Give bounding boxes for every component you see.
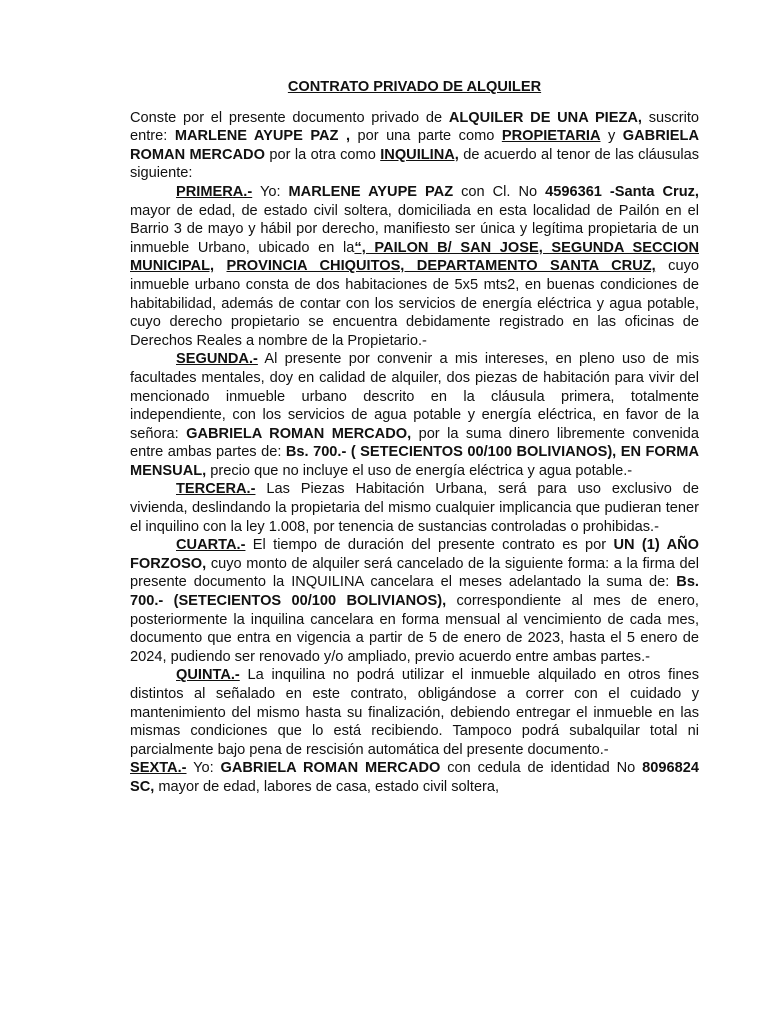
clause-text: La inquilina no podrá utilizar el inmueble alquilado en otros fines distintos al señalado en este contrato, obligándose a correr con el cuidado y mantenimiento del mismo hasta su finalización, debiendo entregar el inmueble en las mismas condiciones que lo está recibiendo. Tampoco podrá subalquilar total ni parcialmente bajo pena de rescisión automática del presente documento.- bbox=[130, 667, 699, 758]
intro-text: por una parte como bbox=[350, 128, 502, 145]
clause-label: QUINTA.- bbox=[176, 667, 240, 684]
clause-text: precio que no incluye el uso de energía eléctrica y agua potable.- bbox=[206, 462, 633, 479]
intro-paragraph bbox=[130, 109, 699, 183]
intro-text: de acuerdo al tenor de las cláusulas siguiente: bbox=[130, 146, 699, 182]
clause-text: mayor de edad, labores de casa, estado civil soltera, bbox=[154, 778, 500, 795]
clause-primera bbox=[130, 183, 699, 350]
tenant-name: GABRIELA ROMAN MERCADO bbox=[130, 128, 699, 163]
clause-label: PRIMERA.- bbox=[176, 183, 253, 200]
clause-text: Al presente por convenir a mis intereses, en pleno uso de mis facultades mentales, doy en calidad de alquiler, dos piezas de habitación para vivir del mencionado inmueble urbano descrito en la cláusula primera, totalmente independiente, con los servicios de agua potable y energía eléctrica, en favor de la señora: bbox=[130, 351, 699, 442]
property-location: “, PAILON B/ SAN JOSE, SEGUNDA SECCION MUNICIPAL, bbox=[130, 239, 699, 275]
rent-amount: Bs. 700.- (SETECIENTOS 00/100 BOLIVIANOS), bbox=[130, 574, 699, 610]
intro-text: y bbox=[600, 128, 623, 145]
clause-text: cuyo monto de alquiler será cancelado de la siguiente forma: a la firma del presente documento la INQUILINA cancelara el meses adelantado la suma de: bbox=[130, 555, 699, 591]
intro-rental-type: ALQUILER DE UNA PIEZA, bbox=[448, 109, 642, 126]
clause-text: mayor de edad, de estado civil soltera, domiciliada en esta localidad de Pailón en el Barrio 3 de mayo y hábil por derecho, manifiesto ser única y legítima propietaria de un inmueble Urbano, ubicado en la bbox=[130, 202, 699, 256]
intro-text: Conste por el presente documento privado de bbox=[130, 109, 449, 126]
tenant-role: INQUILINA, bbox=[380, 146, 459, 163]
clause-text: cuyo inmueble urbano consta de dos habitaciones de 5x5 mts2, en buenas condiciones de habitabilidad, además de contar con los servicios de energía eléctrica y agua potable, cuyo derecho propietario se encuentra debidamente registrado en las oficinas de Derechos Reales a nombre de la Propietario.- bbox=[130, 258, 699, 349]
rent-amount: Bs. 700.- ( SETECIENTOS 00/100 BOLIVIANOS), EN FORMA MENSUAL, bbox=[130, 444, 699, 479]
tenant-name: GABRIELA ROMAN MERCADO bbox=[186, 425, 408, 442]
owner-id: 4596361 -Santa Cruz, bbox=[545, 183, 699, 200]
clause-text: El tiempo de duración del presente contrato es por bbox=[245, 537, 614, 554]
contract-duration: UN (1) AÑO FORZOSO, bbox=[130, 537, 699, 572]
clause-label: SEGUNDA.- bbox=[176, 351, 258, 368]
clause-text: Yo: bbox=[252, 183, 289, 200]
clause-sexta bbox=[130, 759, 699, 796]
clause-cuarta bbox=[130, 536, 699, 666]
tenant-id: 8096824 SC, bbox=[130, 760, 699, 795]
clause-label: CUARTA.- bbox=[176, 537, 246, 554]
document-title: CONTRATO PRIVADO DE ALQUILER bbox=[287, 79, 542, 95]
owner-role: PROPIETARIA bbox=[501, 128, 601, 145]
clause-text: con Cl. No bbox=[453, 183, 546, 200]
clause-quinta bbox=[130, 666, 699, 759]
clause-segunda bbox=[130, 350, 699, 480]
clause-text: correspondiente al mes de enero, posteriormente la inquilina cancelara en forma mensual al vencimiento de cada mes, documento que entra en vigencia a partir de 5 de enero de 2023, hasta el 5 enero de 2024, pudiendo ser renovado y/o ampliado, previo acuerdo entre ambas partes.- bbox=[130, 593, 699, 665]
clause-label: TERCERA.- bbox=[176, 481, 256, 498]
intro-text: por la otra como bbox=[264, 146, 381, 163]
tenant-name: GABRIELA ROMAN MERCADO bbox=[220, 760, 441, 777]
clause-text: Las Piezas Habitación Urbana, será para uso exclusivo de vivienda, deslindando la propietaria del mismo cualquier implicancia que pudieran tener el inquilino con la ley 1.008, por tenencia de sustancias controladas o prohibidas.- bbox=[130, 481, 699, 535]
clause-text bbox=[214, 258, 226, 274]
clause-label: SEXTA.- bbox=[130, 760, 187, 777]
intro-text: suscrito entre: bbox=[130, 109, 699, 145]
owner-name: MARLENE AYUPE PAZ bbox=[288, 183, 454, 200]
clause-tercera bbox=[130, 480, 699, 536]
owner-name: MARLENE AYUPE PAZ , bbox=[174, 128, 350, 145]
clause-text: por la suma dinero libremente convenida entre ambas partes de: bbox=[130, 425, 699, 461]
clause-text: con cedula de identidad No bbox=[440, 760, 643, 777]
punctuation: , bbox=[407, 425, 412, 442]
clause-text: Yo: bbox=[186, 760, 221, 777]
property-province: PROVINCIA CHIQUITOS, DEPARTAMENTO SANTA CRUZ, bbox=[226, 258, 656, 275]
